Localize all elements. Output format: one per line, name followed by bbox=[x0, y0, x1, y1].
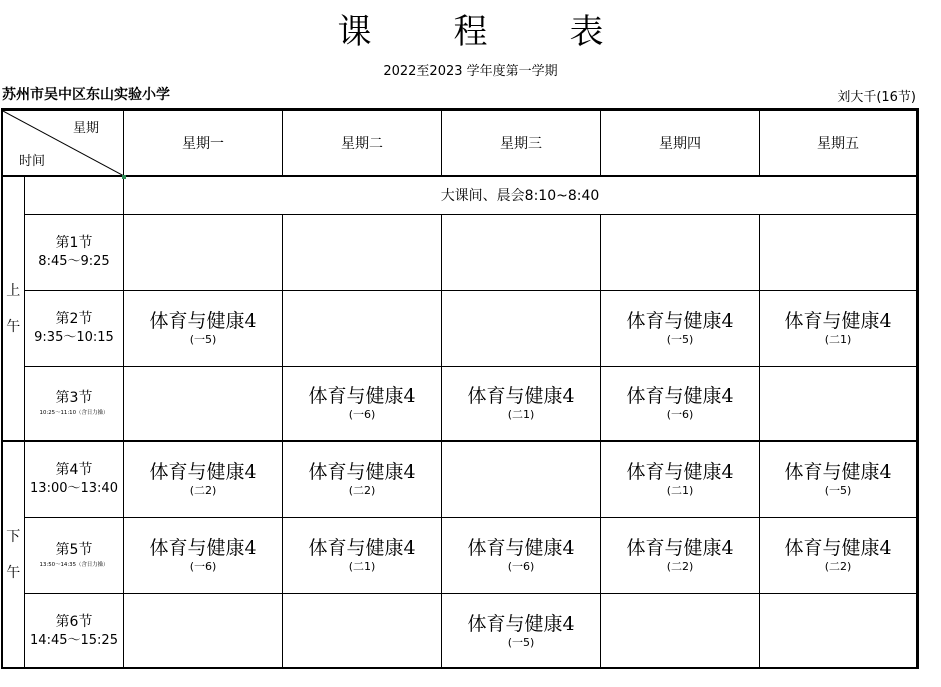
schedule-cell[interactable] bbox=[124, 214, 283, 290]
page-title: 课程表 bbox=[337, 12, 686, 52]
period-label bbox=[25, 593, 124, 668]
period-label bbox=[25, 441, 124, 517]
class-name: (二1) bbox=[507, 408, 535, 422]
course-name: 体育与健康4 bbox=[149, 310, 257, 332]
period-row bbox=[3, 214, 917, 290]
schedule-cell[interactable] bbox=[283, 290, 442, 366]
class-name: (一6) bbox=[666, 408, 694, 422]
course-name: 体育与健康4 bbox=[626, 461, 734, 484]
class-name: (二2) bbox=[666, 560, 694, 573]
class-name: (二2) bbox=[189, 484, 217, 498]
schedule-cell[interactable] bbox=[760, 593, 917, 668]
period-row bbox=[3, 441, 917, 517]
day-header-fri: 星期五 bbox=[760, 111, 917, 177]
schedule-cell[interactable] bbox=[760, 290, 917, 366]
period-label bbox=[25, 366, 124, 441]
class-name: (一6) bbox=[189, 560, 217, 573]
period-label bbox=[25, 214, 124, 290]
schedule-cell[interactable] bbox=[283, 593, 442, 668]
period-name: 第6节 bbox=[55, 613, 93, 630]
schedule-cell[interactable] bbox=[442, 214, 601, 290]
schedule-cell[interactable] bbox=[442, 366, 601, 441]
class-name: (二2) bbox=[348, 484, 376, 498]
course-name: 体育与健康4 bbox=[784, 310, 892, 332]
course-name: 体育与健康4 bbox=[467, 385, 575, 408]
header-row bbox=[3, 111, 917, 177]
term-label: 2022至2023 学年度第一学期 bbox=[383, 64, 558, 79]
class-name: (二1) bbox=[348, 560, 376, 573]
period-time: 13:00～13:40 bbox=[30, 481, 118, 497]
school-name: 苏州市吴中区东山实验小学 bbox=[2, 87, 170, 103]
teacher-name: 刘大千(16节) bbox=[837, 90, 916, 105]
course-name: 体育与健康4 bbox=[784, 461, 892, 484]
schedule-cell[interactable] bbox=[124, 366, 283, 441]
day-header-thu: 星期四 bbox=[601, 111, 760, 177]
class-name: (二1) bbox=[824, 333, 852, 346]
course-name: 体育与健康4 bbox=[626, 310, 734, 332]
class-name: (一5) bbox=[824, 484, 852, 498]
period-time: 9:35～10:15 bbox=[34, 330, 114, 345]
period-time: 10:25～11:10（含日力操） bbox=[39, 409, 109, 416]
schedule-cell[interactable] bbox=[601, 366, 760, 441]
period-row bbox=[3, 290, 917, 366]
day-header-wed: 星期三 bbox=[442, 111, 601, 177]
course-name: 体育与健康4 bbox=[467, 537, 575, 559]
class-name: (一6) bbox=[348, 408, 376, 422]
schedule-cell[interactable] bbox=[124, 517, 283, 593]
course-name: 体育与健康4 bbox=[149, 461, 257, 484]
period-time: 8:45～9:25 bbox=[38, 254, 110, 269]
course-name: 体育与健康4 bbox=[626, 385, 734, 408]
schedule-cell[interactable] bbox=[760, 214, 917, 290]
break-row-text: 大课间、晨会8:10~8:40 bbox=[124, 176, 917, 214]
week-label: 星期 bbox=[72, 121, 99, 136]
period-name: 第5节 bbox=[55, 541, 93, 558]
schedule-cell[interactable] bbox=[760, 441, 917, 517]
class-name: (二2) bbox=[824, 560, 852, 573]
schedule-cell[interactable] bbox=[760, 517, 917, 593]
schedule-cell[interactable] bbox=[442, 441, 601, 517]
schedule-table bbox=[2, 110, 917, 669]
class-name: (二1) bbox=[666, 484, 694, 498]
course-name: 体育与健康4 bbox=[467, 612, 575, 635]
class-name: (一5) bbox=[666, 333, 694, 346]
period-time: 14:45～15:25 bbox=[30, 632, 118, 648]
break-row-blank bbox=[25, 176, 124, 214]
schedule-cell[interactable] bbox=[124, 441, 283, 517]
schedule-cell[interactable] bbox=[601, 517, 760, 593]
course-name: 体育与健康4 bbox=[308, 537, 416, 559]
day-header-tue: 星期二 bbox=[283, 111, 442, 177]
afternoon-label bbox=[3, 441, 25, 668]
period-row bbox=[3, 593, 917, 668]
time-label: 时间 bbox=[19, 154, 46, 169]
schedule-cell[interactable] bbox=[442, 593, 601, 668]
schedule-cell[interactable] bbox=[601, 441, 760, 517]
course-name: 体育与健康4 bbox=[308, 461, 416, 484]
schedule-cell[interactable] bbox=[442, 517, 601, 593]
period-label bbox=[25, 290, 124, 366]
schedule-cell[interactable] bbox=[283, 441, 442, 517]
period-name: 第3节 bbox=[55, 389, 93, 406]
class-name: (一5) bbox=[507, 635, 535, 649]
period-time: 13:50～14:35（含日力操） bbox=[39, 560, 109, 568]
schedule-cell[interactable] bbox=[601, 214, 760, 290]
course-name: 体育与健康4 bbox=[308, 385, 416, 408]
schedule-cell[interactable] bbox=[283, 214, 442, 290]
corner-cell bbox=[3, 111, 124, 177]
period-name: 第4节 bbox=[55, 462, 93, 479]
schedule-cell[interactable] bbox=[601, 593, 760, 668]
afternoon-text: 下 午 bbox=[6, 528, 21, 581]
course-name: 体育与健康4 bbox=[626, 537, 734, 559]
schedule-cell[interactable] bbox=[124, 290, 283, 366]
class-name: (一6) bbox=[507, 560, 535, 573]
morning-text: 上 午 bbox=[6, 282, 21, 335]
period-name: 第1节 bbox=[55, 235, 93, 251]
schedule-cell[interactable] bbox=[283, 517, 442, 593]
schedule-cell[interactable] bbox=[124, 593, 283, 668]
day-header-mon: 星期一 bbox=[124, 111, 283, 177]
course-name: 体育与健康4 bbox=[149, 537, 257, 559]
period-row bbox=[3, 517, 917, 593]
break-row bbox=[3, 176, 917, 214]
class-name: (一5) bbox=[189, 333, 217, 346]
schedule-cell[interactable] bbox=[760, 366, 917, 441]
schedule-cell[interactable] bbox=[442, 290, 601, 366]
period-row bbox=[3, 366, 917, 441]
schedule-cell[interactable] bbox=[601, 290, 760, 366]
course-name: 体育与健康4 bbox=[784, 537, 892, 559]
morning-label bbox=[3, 176, 25, 441]
cell-selection-marker bbox=[122, 175, 126, 179]
schedule-cell[interactable] bbox=[283, 366, 442, 441]
period-name: 第2节 bbox=[55, 311, 93, 327]
period-label bbox=[25, 517, 124, 593]
